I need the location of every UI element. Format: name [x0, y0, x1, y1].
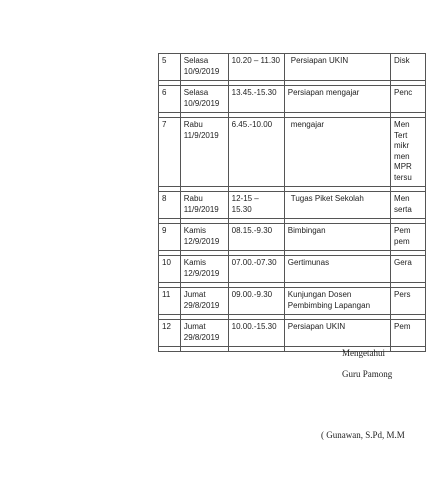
row-time: 10.00.-15.30: [228, 320, 284, 347]
row-activity: Tugas Piket Sekolah: [284, 192, 390, 219]
row-number: 7: [159, 118, 181, 187]
row-time: 6.45.-10.00: [228, 118, 284, 187]
row-day-date: Rabu 11/9/2019: [180, 192, 228, 219]
row-number: 10: [159, 256, 181, 283]
row-description: Men serta: [391, 192, 426, 219]
row-activity: Persiapan UKIN: [284, 54, 390, 81]
row-time: 08.15.-9.30: [228, 224, 284, 251]
row-description: Pem pem: [391, 224, 426, 251]
row-activity: Kunjungan Dosen Pembimbing Lapangan: [284, 288, 390, 315]
row-day-date: Jumat 29/8/2019: [180, 320, 228, 347]
row-time: 13.45.-15.30: [228, 86, 284, 113]
supervisor-role-label: Guru Pamong: [342, 369, 393, 379]
row-description: Pem: [391, 320, 426, 347]
table-row: [159, 86, 426, 113]
table-row: [159, 320, 426, 347]
row-activity: Bimbingan: [284, 224, 390, 251]
table-row: [159, 224, 426, 251]
table-spacer-row: [159, 347, 426, 352]
row-number: 11: [159, 288, 181, 315]
row-description: Gera: [391, 256, 426, 283]
row-description: Disk: [391, 54, 426, 81]
row-description: Men Tert mikr men MPR tersu: [391, 118, 426, 187]
row-day-date: Rabu 11/9/2019: [180, 118, 228, 187]
table-row: [159, 256, 426, 283]
activity-log-table: [158, 53, 426, 352]
table-row: [159, 118, 426, 187]
row-time: 07.00.-07.30: [228, 256, 284, 283]
acknowledged-label: Mengetahui: [342, 348, 385, 358]
row-day-date: Jumat 29/8/2019: [180, 288, 228, 315]
row-time: 12-15 – 15.30: [228, 192, 284, 219]
row-activity: Persiapan UKIN: [284, 320, 390, 347]
row-day-date: Kamis 12/9/2019: [180, 224, 228, 251]
row-number: 8: [159, 192, 181, 219]
row-number: 12: [159, 320, 181, 347]
row-description: Pers: [391, 288, 426, 315]
row-day-date: Selasa 10/9/2019: [180, 54, 228, 81]
row-day-date: Kamis 12/9/2019: [180, 256, 228, 283]
row-time: 10.20 – 11.30: [228, 54, 284, 81]
table-row: [159, 192, 426, 219]
row-description: Penc: [391, 86, 426, 113]
row-number: 6: [159, 86, 181, 113]
table-row: [159, 288, 426, 315]
supervisor-name: ( Gunawan, S.Pd, M.M: [321, 430, 405, 440]
row-activity: Gertimunas: [284, 256, 390, 283]
row-time: 09.00.-9.30: [228, 288, 284, 315]
row-number: 5: [159, 54, 181, 81]
table-row: [159, 54, 426, 81]
row-activity: mengajar: [284, 118, 390, 187]
row-activity: Persiapan mengajar: [284, 86, 390, 113]
row-day-date: Selasa 10/9/2019: [180, 86, 228, 113]
row-number: 9: [159, 224, 181, 251]
